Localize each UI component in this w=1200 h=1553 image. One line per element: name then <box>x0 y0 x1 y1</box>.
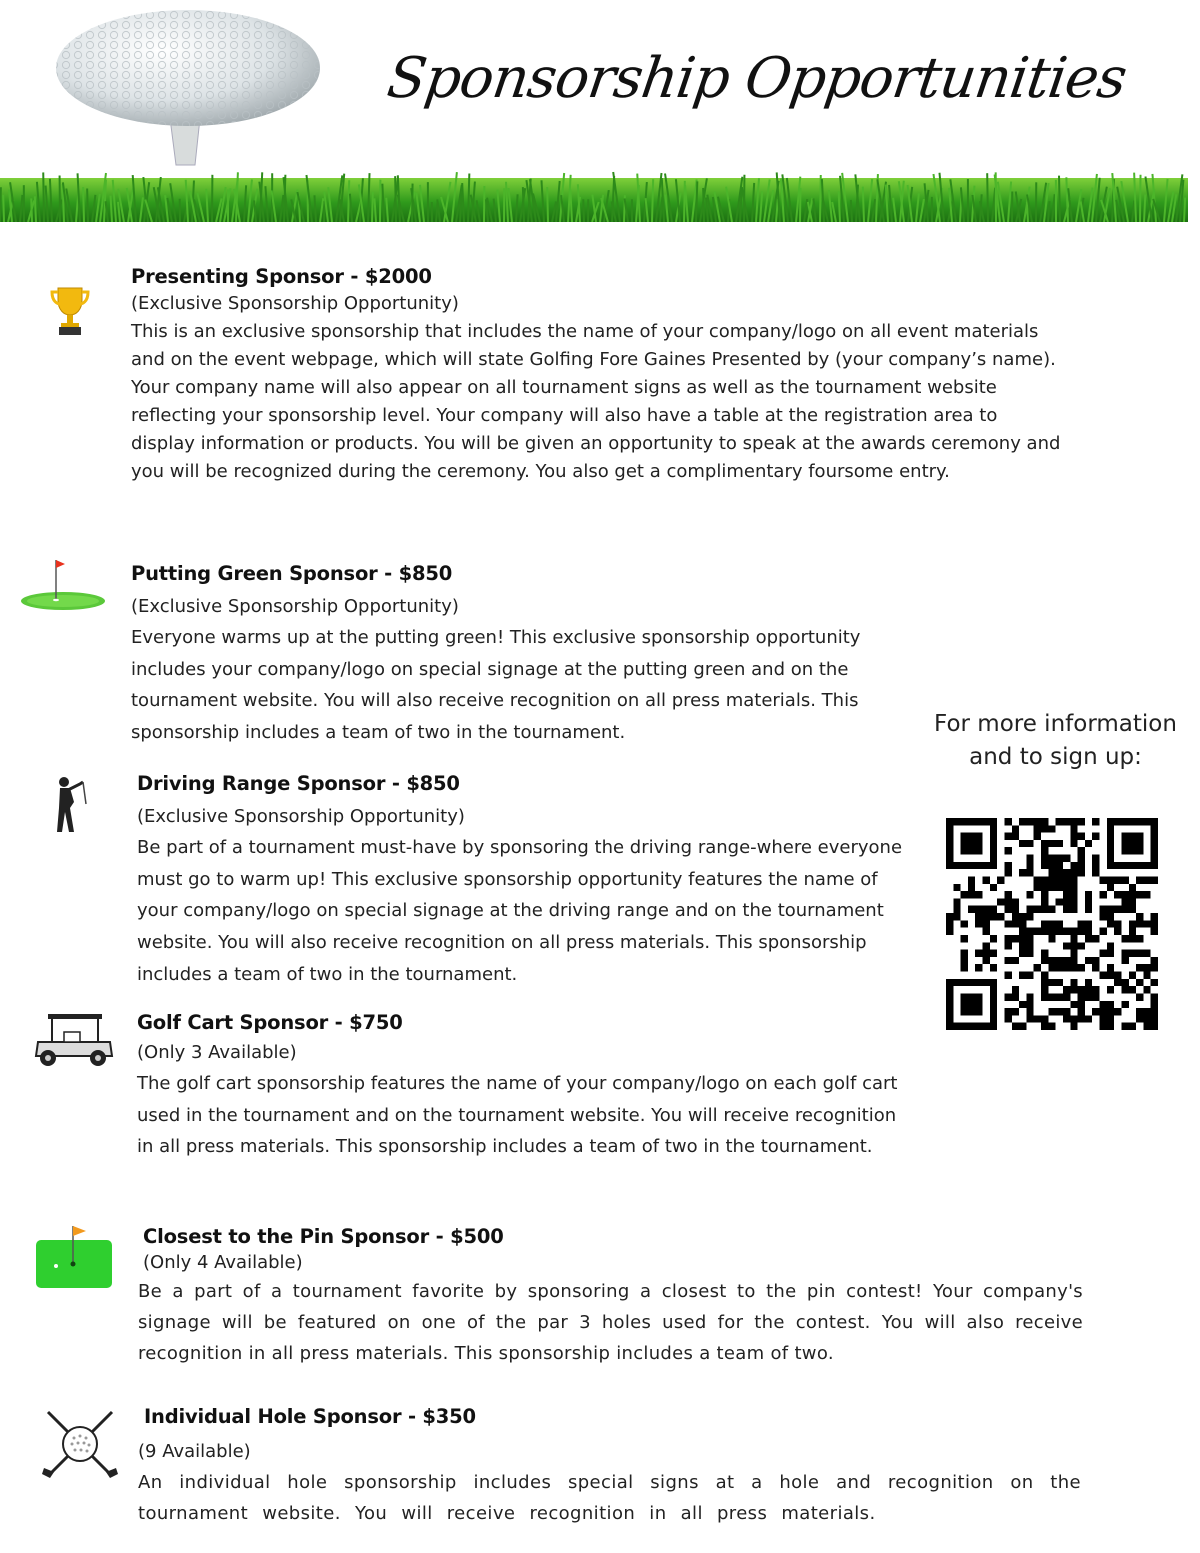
putting-green-sponsor-section <box>131 561 911 748</box>
section-description: Everyone warms up at the putting green! This exclusive sponsorship opportunity includes your company/logo on special signage at the putting green and on the tournament website. You will also receive recognition on all press materials. This sponsorship includes a team of two in the tournament. <box>131 627 861 743</box>
section-title: Closest to the Pin Sponsor - $500 <box>143 1225 504 1248</box>
section-title: Individual Hole Sponsor - $350 <box>144 1405 476 1428</box>
section-availability: (Only 3 Available) <box>137 1042 297 1063</box>
section-availability: (Exclusive Sponsorship Opportunity) <box>137 806 465 827</box>
section-availability: (Exclusive Sponsorship Opportunity) <box>131 596 459 617</box>
section-title: Presenting Sponsor - $2000 <box>131 265 432 288</box>
section-description: Be a part of a tournament favorite by sponsoring a closest to the pin contest! Your company's signage will be featured on one of the par 3 holes used for the contest. You will also receive recognition in all press materials. This sponsorship includes a team of two. <box>138 1281 1083 1364</box>
golfer-icon <box>50 774 88 836</box>
section-title: Driving Range Sponsor - $850 <box>137 772 460 795</box>
qr-code-icon[interactable] <box>946 818 1158 1030</box>
section-title: Golf Cart Sponsor - $750 <box>137 1011 403 1034</box>
presenting-sponsor-section <box>131 264 1061 486</box>
section-availability: (9 Available) <box>138 1441 251 1462</box>
driving-range-sponsor-section <box>137 771 917 991</box>
header-banner <box>0 0 1188 222</box>
section-description: This is an exclusive sponsorship that includes the name of your company/logo on all event materials and on the event webpage, which will state Golfing Fore Gaines Presented by (your company’s name). Your company name will also appear on all tournament signs as well as the tournament website reflecting your sponsorship level. Your company will also have a table at the registration area to display information or products. You will be given an opportunity to speak at the awards ceremony and you will be recognized during the ceremony. You also get a complimentary foursome entry. <box>131 321 1061 482</box>
putting-green-icon <box>20 556 106 612</box>
signup-info-text: For more information and to sign up: <box>934 711 1177 770</box>
section-availability: (Exclusive Sponsorship Opportunity) <box>131 293 459 314</box>
flag-green-icon <box>36 1224 114 1290</box>
golf-ball-grass-illustration <box>0 0 1188 222</box>
individual-hole-sponsor-section <box>138 1404 1081 1529</box>
section-availability: (Only 4 Available) <box>143 1252 303 1273</box>
section-title: Putting Green Sponsor - $850 <box>131 562 453 585</box>
section-description: The golf cart sponsorship features the name of your company/logo on each golf cart used in the tournament and on the tournament website. You will receive recognition in all press materials. This sponsorship includes a team of two in the tournament. <box>137 1073 898 1157</box>
golf-cart-sponsor-section <box>137 1010 917 1163</box>
crossed-clubs-icon <box>42 1410 118 1480</box>
section-description: Be part of a tournament must-have by sponsoring the driving range-where everyone must go to warm up! This exclusive sponsorship opportunity features the name of your company/logo on special signage at the driving range and on the tournament website. You will also receive recognition on all press materials. This sponsorship includes a team of two in the tournament. <box>137 837 903 985</box>
page-title: Sponsorship Opportunities <box>383 46 1131 111</box>
closest-to-pin-sponsor-section <box>138 1224 1083 1369</box>
trophy-icon <box>50 284 90 336</box>
section-description: An individual hole sponsorship includes special signs at a hole and recognition on the tournament website. You will receive recognition in all press materials. <box>138 1472 1081 1524</box>
golf-cart-icon <box>34 1012 114 1070</box>
